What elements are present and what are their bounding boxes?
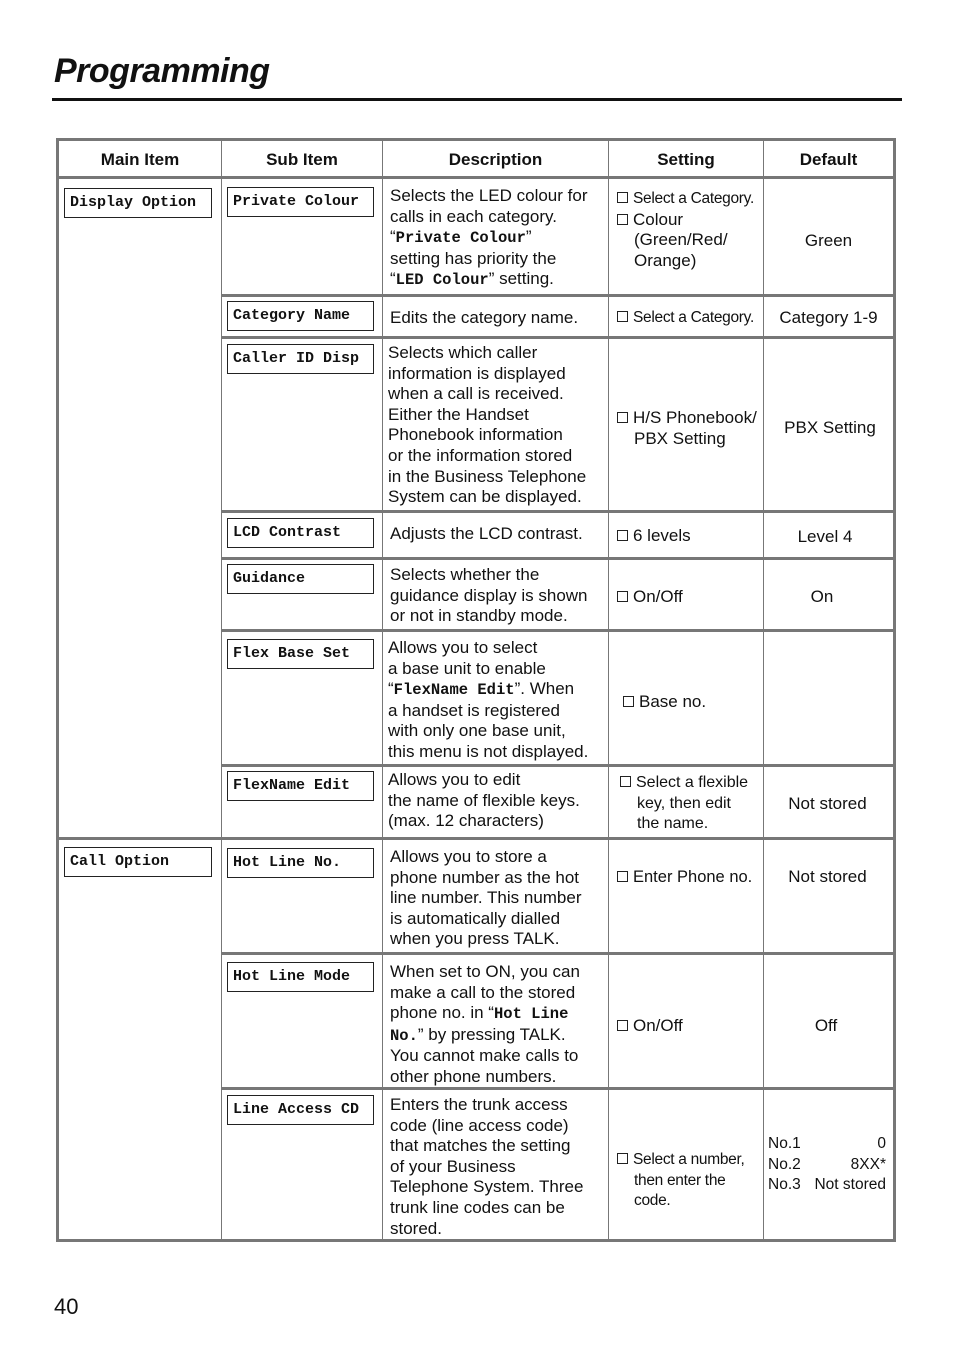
desc-line: setting has priority the <box>390 248 557 268</box>
desc-line: Allows you to store a <box>390 847 547 866</box>
desc-line: code (line access code) <box>390 1115 569 1135</box>
desc-line: Selects whether the <box>390 565 540 584</box>
code-label: No.3 <box>768 1176 801 1194</box>
menu-name: LED Colour <box>395 271 489 290</box>
setting-lcd-contrast <box>617 526 691 547</box>
setting-category-name <box>617 308 754 329</box>
sub-item-lcd-contrast: LCD Contrast <box>227 518 374 548</box>
desc-line: or the information stored <box>388 445 573 465</box>
setting-option <box>617 1016 683 1037</box>
menu-name: Private Colour <box>395 229 526 248</box>
setting-option <box>617 308 754 329</box>
setting-text: 6 levels <box>633 526 691 545</box>
desc-line: information is displayed <box>388 363 566 383</box>
page-number: 40 <box>54 1294 79 1319</box>
setting-option <box>617 867 752 888</box>
setting-text: the name. <box>637 815 709 833</box>
desc-line: calls in each category. <box>390 206 557 226</box>
description-flex-base-set <box>388 638 588 763</box>
setting-text: Orange) <box>634 250 697 270</box>
row-rule <box>221 629 896 632</box>
checkbox-icon <box>623 696 634 707</box>
setting-option <box>620 773 748 794</box>
col-sep-setting <box>763 141 764 1239</box>
col-sep-main <box>221 141 222 1239</box>
description-hot-line-mode <box>390 962 580 1088</box>
default-private-colour: Green <box>804 231 853 250</box>
desc-line <box>390 1003 580 1025</box>
setting-text: H/S Phonebook/ <box>633 408 757 427</box>
header-main-item: Main Item <box>100 150 180 169</box>
setting-text: key, then edit <box>637 794 731 812</box>
desc-line: System can be displayed. <box>388 487 582 507</box>
checkbox-icon <box>617 530 628 541</box>
desc-line: that matches the setting <box>390 1136 571 1156</box>
code-value: 8XX* <box>850 1155 886 1173</box>
desc-line: with only one base unit, <box>388 721 566 741</box>
row-rule <box>221 764 896 767</box>
setting-caller-id-disp <box>617 408 757 449</box>
setting-text: PBX Setting <box>634 428 726 448</box>
setting-text: On/Off <box>633 1016 683 1035</box>
setting-option <box>617 526 691 547</box>
desc-line: in the Business Telephone <box>388 466 587 486</box>
header-rule <box>56 176 896 179</box>
desc-line <box>388 679 588 701</box>
desc-line: Telephone System. Three <box>390 1177 584 1197</box>
desc-line: when you press TALK. <box>390 929 560 949</box>
setting-line-access-cd <box>617 1150 745 1212</box>
desc-line: a handset is registered <box>388 700 560 720</box>
setting-hot-line-mode <box>617 1016 683 1037</box>
default-code-row <box>768 1134 886 1155</box>
setting-text: Base no. <box>639 692 707 711</box>
desc-line <box>390 269 587 291</box>
desc-text: ”. When <box>514 679 575 699</box>
title-rule <box>52 98 902 101</box>
code-value: Not stored <box>814 1176 886 1194</box>
desc-line: of your Business <box>390 1156 516 1176</box>
desc-line: line number. This number <box>390 888 582 908</box>
desc-line: trunk line codes can be <box>390 1197 565 1217</box>
setting-text: (Green/Red/ <box>634 230 728 250</box>
default-code-row <box>768 1155 886 1176</box>
desc-line: other phone numbers. <box>390 1066 557 1086</box>
description-guidance <box>390 565 588 627</box>
desc-line: guidance display is shown <box>390 585 588 605</box>
setting-guidance <box>617 587 683 608</box>
page-title: Programming <box>54 52 270 90</box>
default-lcd-contrast: Level 4 <box>797 527 853 546</box>
desc-line: (max. 12 characters) <box>388 811 544 831</box>
header-setting: Setting <box>657 150 715 169</box>
desc-line: When set to ON, you can <box>390 962 580 981</box>
desc-text: ” setting. <box>488 269 554 289</box>
col-sep-sub <box>382 141 383 1239</box>
row-rule <box>221 336 896 339</box>
default-hot-line-mode: Off <box>814 1016 838 1035</box>
setting-text: On/Off <box>633 587 683 606</box>
menu-name: FlexName Edit <box>393 681 515 700</box>
sub-item-flex-base-set: Flex Base Set <box>227 639 374 669</box>
sub-item-caller-id-disp: Caller ID Disp <box>227 344 374 374</box>
setting-text: Select a number, <box>633 1151 745 1168</box>
menu-name: No. <box>390 1026 418 1045</box>
desc-line <box>390 227 587 249</box>
setting-text: Select a Category. <box>633 309 754 326</box>
desc-line: Either the Handset <box>388 404 529 424</box>
desc-line: Selects the LED colour for <box>390 186 588 205</box>
checkbox-icon <box>617 591 628 602</box>
default-line-access-cd <box>768 1134 886 1196</box>
desc-line: Enters the trunk access <box>390 1095 568 1114</box>
checkbox-icon <box>617 871 628 882</box>
checkbox-icon <box>617 311 628 322</box>
sub-item-private-colour: Private Colour <box>227 187 374 217</box>
desc-text: ” by pressing TALK. <box>417 1024 566 1044</box>
setting-private-colour <box>617 189 754 271</box>
desc-line: You cannot make calls to <box>390 1046 579 1066</box>
desc-line: or not in standby mode. <box>390 606 568 626</box>
quote-open: “ <box>388 679 394 699</box>
header-description: Description <box>448 150 543 169</box>
description-private-colour <box>390 186 587 291</box>
main-item-call-option: Call Option <box>64 847 212 877</box>
description-lcd-contrast: Adjusts the LCD contrast. <box>390 524 583 543</box>
default-guidance: On <box>810 587 834 606</box>
sub-item-flexname-edit: FlexName Edit <box>227 771 374 801</box>
description-line-access-cd <box>390 1095 583 1239</box>
desc-line: is automatically dialled <box>390 908 561 928</box>
programming-table <box>56 138 896 1242</box>
default-hot-line-no: Not stored <box>788 867 867 886</box>
checkbox-icon <box>617 192 628 203</box>
desc-line: Allows you to edit <box>388 770 521 789</box>
desc-line: phone number as the hot <box>390 867 580 887</box>
setting-option <box>617 210 754 231</box>
setting-text: Select a flexible <box>636 774 749 791</box>
header-sub-item: Sub Item <box>266 150 338 169</box>
setting-text: code. <box>634 1192 671 1210</box>
description-hot-line-no <box>390 847 582 950</box>
desc-line: Selects which caller <box>388 343 538 362</box>
checkbox-icon <box>620 776 631 787</box>
row-rule <box>221 952 896 955</box>
main-item-display-option: Display Option <box>64 188 212 218</box>
quote-close: ” <box>525 227 532 247</box>
description-category-name: Edits the category name. <box>390 308 579 327</box>
default-category-name: Category 1-9 <box>779 308 878 327</box>
desc-line: make a call to the stored <box>390 982 576 1002</box>
setting-flex-base-set <box>623 692 706 713</box>
sub-item-line-access-cd: Line Access CD <box>227 1095 374 1125</box>
setting-option <box>617 587 683 608</box>
desc-line: Allows you to select <box>388 638 538 657</box>
setting-text: then enter the <box>634 1171 726 1189</box>
col-sep-desc <box>608 141 609 1239</box>
checkbox-icon <box>617 214 628 225</box>
code-label: No.1 <box>768 1135 801 1152</box>
code-value: 0 <box>877 1135 886 1152</box>
description-caller-id-disp <box>388 343 586 508</box>
menu-name: Hot Line <box>493 1005 569 1024</box>
row-rule <box>221 557 896 560</box>
sub-item-hot-line-no: Hot Line No. <box>227 848 374 878</box>
setting-text: Colour <box>633 209 684 229</box>
sub-item-hot-line-mode: Hot Line Mode <box>227 962 374 992</box>
quote-open: “ <box>390 269 396 289</box>
setting-flexname-edit <box>620 773 748 835</box>
default-flexname-edit: Not stored <box>788 794 867 813</box>
sub-item-category-name: Category Name <box>227 301 374 331</box>
setting-option <box>617 408 757 429</box>
checkbox-icon <box>617 1153 628 1164</box>
quote-open: “ <box>390 227 396 247</box>
default-code-row <box>768 1175 886 1196</box>
sub-item-guidance: Guidance <box>227 564 374 594</box>
setting-text: Select a Category. <box>633 190 754 207</box>
row-rule <box>221 510 896 513</box>
default-caller-id-disp: PBX Setting <box>784 418 876 437</box>
desc-line: stored. <box>390 1218 442 1238</box>
setting-text: Enter Phone no. <box>633 868 753 886</box>
code-label: No.2 <box>768 1155 801 1173</box>
desc-line: the name of flexible keys. <box>388 790 580 810</box>
setting-option <box>617 1150 745 1171</box>
group-rule <box>56 837 896 840</box>
desc-line: Phonebook information <box>388 425 563 445</box>
desc-line: when a call is received. <box>388 384 564 404</box>
checkbox-icon <box>617 412 628 423</box>
header-default: Default <box>799 150 858 169</box>
setting-hot-line-no <box>617 867 752 888</box>
row-rule <box>221 294 896 297</box>
description-flexname-edit <box>388 770 580 832</box>
desc-text: phone no. in “ <box>390 1003 494 1023</box>
setting-option <box>623 692 706 713</box>
desc-line: this menu is not displayed. <box>388 741 589 761</box>
desc-line <box>390 1025 580 1047</box>
setting-option <box>617 189 754 210</box>
desc-line: a base unit to enable <box>388 658 546 678</box>
checkbox-icon <box>617 1020 628 1031</box>
